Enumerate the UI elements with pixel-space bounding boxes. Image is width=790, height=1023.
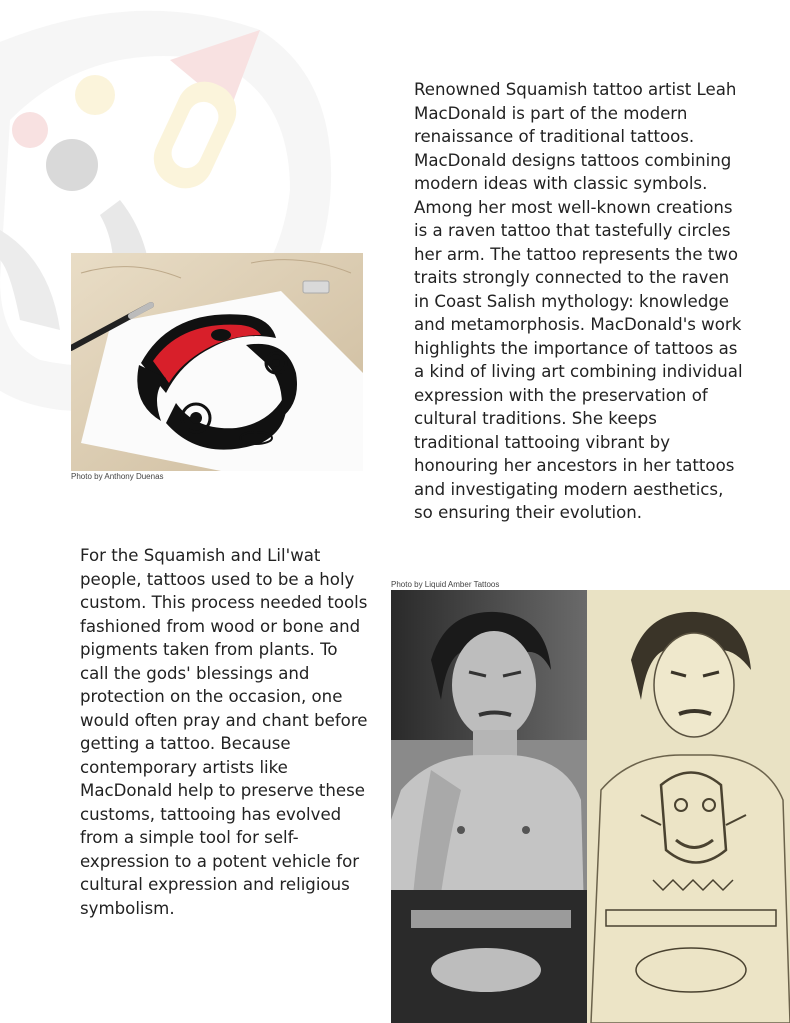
article-paragraph-macdonald: Renowned Squamish tattoo artist Leah MacDonald is part of the modern renaissance of traditional tattoos. MacDonald designs tattoos combining modern ideas with classic symbols. Among her most well-known creations is a raven tattoo that tastefully circles her arm. The tattoo represents the two traits strongly connected to the raven in Coast Salish mythology: knowledge and metamorphosis. MacDonald's work highlights the importance of tattoos as a kind of living art combining individual expression with the preservation of cultural traditions. She keeps traditional tattooing vibrant by honouring her ancestors in her tattoos and investigating modern aesthetics, so ensuring their evolution.: [414, 80, 743, 522]
historical-portrait-illustration: [391, 590, 790, 1023]
photo-caption-liquid-amber: Photo by Liquid Amber Tattoos: [391, 580, 500, 589]
salmon-tattoo-drawing-photo: [71, 253, 363, 471]
historical-tattooed-man-photo: [391, 590, 790, 1023]
article-paragraph-tradition: For the Squamish and Lil'wat people, tattoos used to be a holy custom. This process needed tools fashioned from wood or bone and pigments taken from plants. To call the gods' blessings and protection on the occasion, one would often pray and chant before getting a tattoo. Because contemporary artists like MacDonald help to preserve these customs, tattooing has evolved from a simple tool for self-expression to a potent vehicle for cultural expression and religious symbolism.: [80, 546, 368, 918]
salmon-design-illustration: [71, 253, 363, 471]
photo-caption-anthony-duenas: Photo by Anthony Duenas: [71, 472, 164, 481]
